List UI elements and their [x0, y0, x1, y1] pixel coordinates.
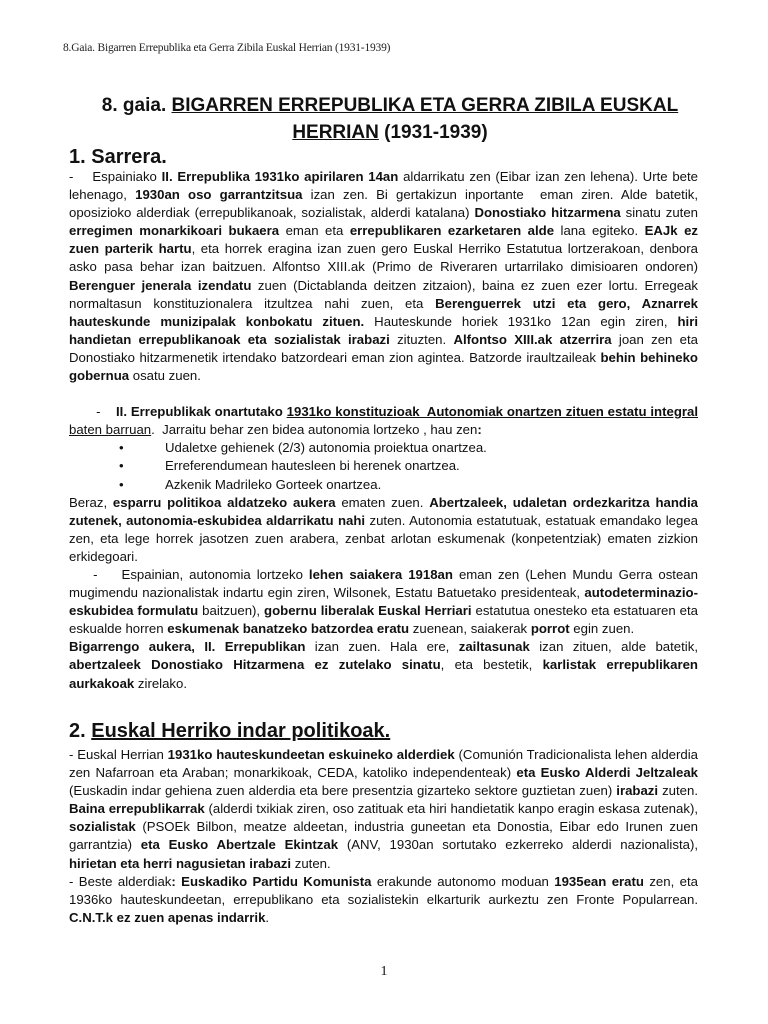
- section-2-paragraph: - Euskal Herrian 1931ko hauteskundeetan eskuineko alderdiek (Comunión Tradicionalista lehen alderdia zen Nafarroan eta Araban; monarkikoak, CEDA, katoliko independenteak) eta Eusko Alderdi Jeltzaleak (Euskadin indar gehiena zuen alderdia eta bere presentzia gizarteko sektore guztietan zuen) irabazi zuten. Baina errepublikarrak (alderdi txikiak ziren, oso zatituak eta hiri handietatik kanpo eragin eskasa zutenak), sozialistak (PSOEk Bilbon, meatze aldeetan, industria guneetan eta Donostia, Eibar edo Irunen zuen garrantzia) eta Eusko Abertzale Ekintzak (ANV, 1930an sortutako ezkerreko alderdi nazionalista), hirietan eta herri nagusietan irabazi zuten.: [69, 747, 698, 871]
- section-2-body: [69, 746, 698, 927]
- section-2-number: 2.: [69, 720, 92, 742]
- running-header: 8.Gaia. Bigarren Errepublika eta Gerra Zibila Euskal Herrian (1931-1939): [63, 42, 391, 54]
- title-years: (1931-1939): [378, 122, 488, 143]
- title-main: BIGARREN ERREPUBLIKA ETA GERRA ZIBILA EUSKAL HERRIAN: [171, 95, 679, 143]
- autonomy-steps-list: [69, 439, 698, 493]
- section-1-body: [69, 168, 698, 693]
- section-1-paragraph: Beraz, esparru politikoa aldatzeko aukera ematen zuen. Abertzaleek, udaletan ordezkaritza handia zutenek, autonomia-eskubidea aldarrikatu nahi zuten. Autonomia estatutuak, estatuak emandako legea zen, eta lege horrek jasotzen zuen arabera, zenbat arlotan eskumenak (konpetentziak) ematen zizkion erkidegoari.: [69, 494, 698, 564]
- list-item: • Azkenik Madrileko Gorteek onartzea.: [119, 476, 698, 494]
- section-2-paragraph: - Beste alderdiak: Euskadiko Partidu Komunista erakunde autonomo moduan 1935ean eratu zen, eta 1936ko hauteskundeetan, errepublikano eta sozialistekin elkarturik aurkeztu zen Fronte Popularrean. C.N.T.k ez zuen apenas indarrik.: [69, 873, 698, 925]
- title-prefix: 8. gaia.: [101, 95, 172, 116]
- list-item: • Erreferendumean hautesleen bi herenek onartzea.: [119, 457, 698, 475]
- section-2-heading: [69, 720, 390, 743]
- section-1-paragraph: - Espainiako II. Errepublika 1931ko apirilaren 14an aldarrikatu zen (Eibar izan zen lehena). Urte bete lehenago, 1930an oso garrantzitsua izan zen. Bi gertakizun inportante eman ziren. Alde batetik, oposizioko alderdiak (errepublikanoak, sozialistak, alderdi katalana) Donostiako hitzarmena sinatu zuten erregimen monarkikoari bukaera eman eta errepublikaren ezarketaren alde lana egiteko. EAJk ez zuen parterik hartu, eta horrek eragina izan zuen gero Euskal Herriko Estatutua lortzerakoan, denbora asko pasa behar izan baitzuen. Alfontso XIII.ak (Primo de Riveraren urtarrilako dimisioaren ondoren) Berenguer jenerala izendatu zuen (Dictablanda deitzen zitzaion), baina ez zuen ezer lortu. Erregeak normaltasun konstituzionalera itzultzea nahi zuen, eta Berenguerrek utzi eta gero, Aznarrek hauteskunde munizipalak konbokatu zituen. Hauteskunde horiek 1931ko 12an egin ziren, hiri handietan errepublikanoak eta sozialistak irabazi zituzten. Alfontso XIII.ak atzerrira joan zen eta Donostiako hitzarmenetik irtendako batzordeari eman zion agintea. Batzorde iraultzaileak behin behineko gobernua osatu zuen.: [69, 169, 699, 384]
- page-number: 1: [380, 964, 388, 979]
- list-item: • Udaletxe gehienek (2/3) autonomia proiektua onartzea.: [119, 439, 698, 457]
- section-1-paragraph: - Espainian, autonomia lortzeko lehen saiakera 1918an eman zen (Lehen Mundu Gerra ostean mugimendu nazionalistak indartu egin ziren, Wilsonek, Estatu Batuetako presidenteak, autodeterminazio-eskubidea formulatu baitzuen), gobernu liberalak Euskal Herriari estatutua onesteko eta estatuaren eta eskualde horren eskumenak banatzeko batzordea eratu zuenean, saiakerak porrot egin zuen.: [69, 566, 698, 637]
- section-2-title: Euskal Herriko indar politikoak.: [91, 720, 391, 742]
- section-1-heading: 1. Sarrera.: [69, 146, 167, 168]
- section-1-paragraph: Bigarrengo aukera, II. Errepublikan izan zuen. Hala ere, zailtasunak izan zituen, alde batetik, abertzaleek Donostiako Hitzarmena ez zutelako sinatu, eta bestetik, karlistak errepublikaren aurkakoak zirelako.: [69, 639, 698, 691]
- document-title: [60, 92, 720, 146]
- section-1-paragraph: - II. Errepublikak onartutako 1931ko konstituzioak Autonomiak onartzen zituen estatu integral baten barruan. Jarraitu behar zen bidea autonomia lortzeko , hau zen:: [69, 404, 699, 438]
